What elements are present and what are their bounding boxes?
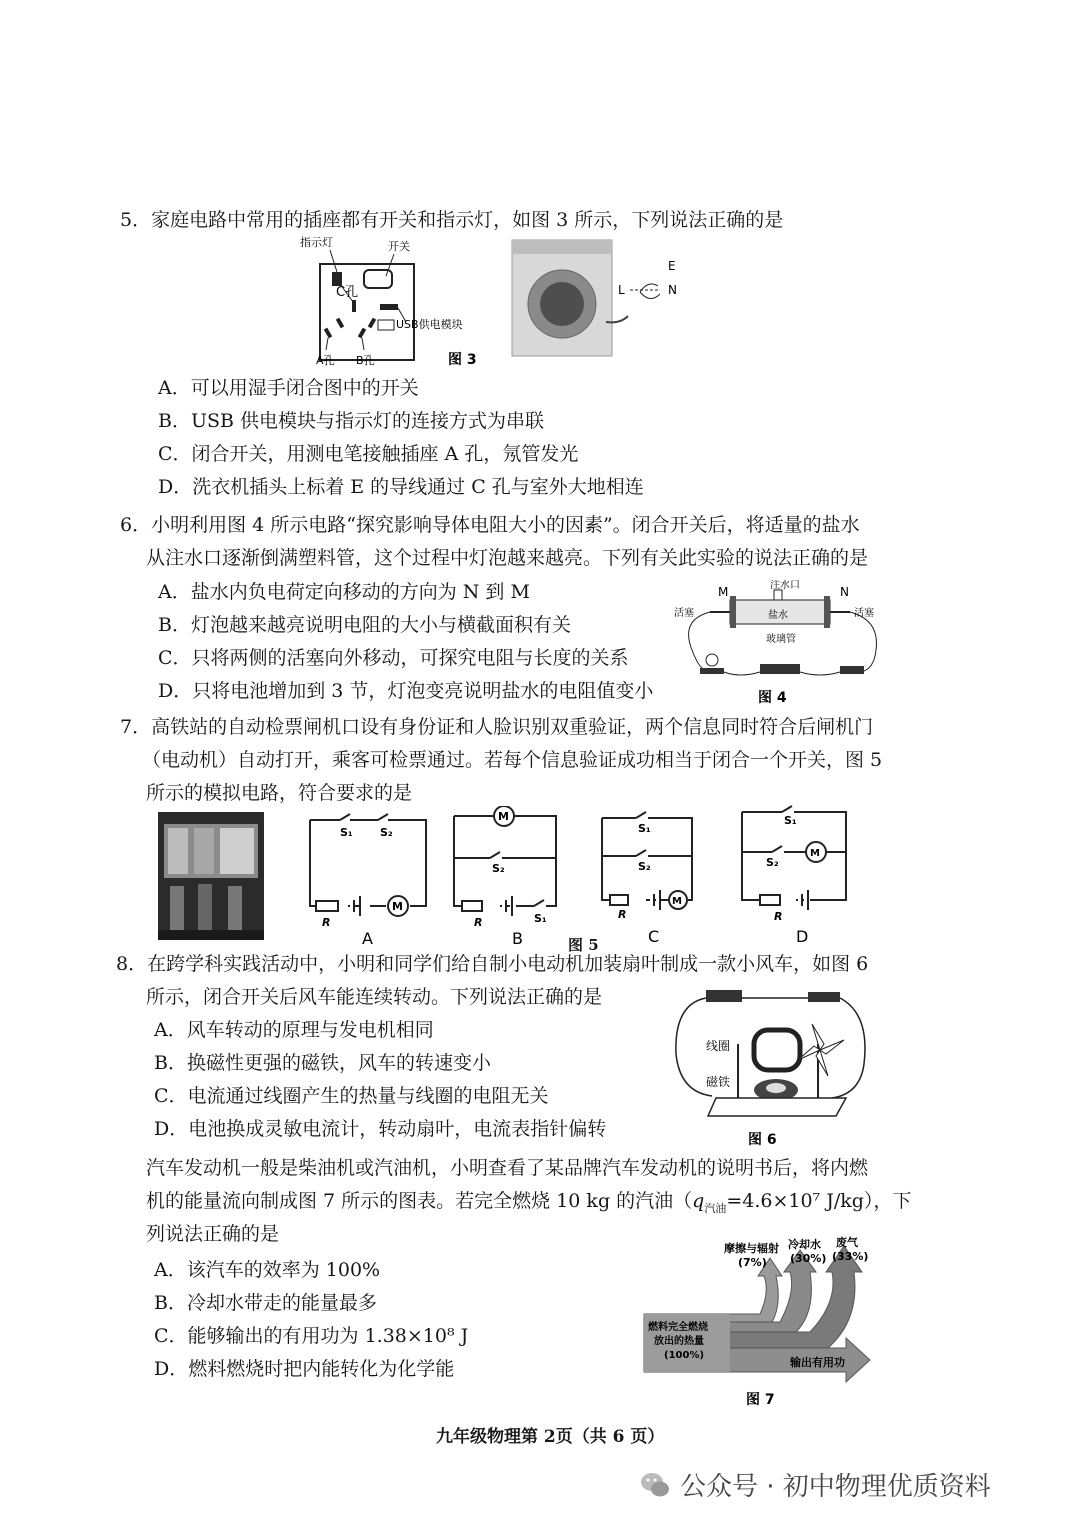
r-label: R — [618, 908, 627, 921]
q6-option-a: A．盐水内负电荷定向移动的方向为 N 到 M — [158, 581, 530, 603]
r-label: R — [474, 916, 483, 929]
label-n: N — [840, 585, 849, 599]
s1-label: S₁ — [638, 822, 651, 835]
piston-right — [824, 596, 830, 628]
figure-7-energy-flow — [640, 1232, 880, 1412]
q5-option-b: B．USB 供电模块与指示灯的连接方式为串联 — [158, 410, 544, 432]
q-symbol: q — [692, 1190, 705, 1212]
label-friction: 摩擦与辐射 — [724, 1242, 779, 1255]
s2-label: S₂ — [766, 856, 779, 869]
socket-switch — [364, 270, 392, 288]
ticket-gate-photo — [158, 812, 264, 940]
label-l: L — [618, 283, 625, 297]
battery — [760, 664, 800, 674]
circuit-b — [450, 806, 570, 948]
label-e: E — [668, 259, 676, 273]
motor-label: M — [392, 900, 403, 913]
label-c-hole: C孔 — [336, 285, 359, 300]
q9-stem-line1: 汽车发动机一般是柴油机或汽油机，小明查看了某品牌汽车发动机的说明书后，将内燃 — [146, 1157, 869, 1179]
q7-stem-line3: 所示的模拟电路，符合要求的是 — [146, 782, 413, 804]
label-fuel-pct: (100%) — [664, 1350, 705, 1361]
figure-3-caption: 图 3 — [448, 352, 477, 368]
q6-stem-line2: 从注水口逐渐倒满塑料管，这个过程中灯泡越来越亮。下列有关此实验的说法正确的是 — [146, 547, 869, 569]
s2-label: S₂ — [380, 826, 393, 839]
figure-5-caption: 图 5 — [568, 936, 599, 954]
page-footer: 九年级物理第 2页（共 6 页） — [436, 1427, 665, 1447]
label-m: M — [718, 585, 729, 599]
q6-option-b: B．灯泡越来越亮说明电阻的大小与横截面积有关 — [158, 614, 571, 636]
s1-label: S₁ — [534, 912, 547, 925]
battery — [706, 990, 742, 1002]
washing-machine-figure — [510, 238, 710, 358]
q8-stem-line1: 8．在跨学科实践活动中，小明和同学们给自制小电动机加装扇叶制成一款小风车，如图 6 — [116, 953, 869, 975]
motor-label: M — [672, 896, 682, 907]
water-inlet — [774, 590, 782, 600]
q8-option-c: C．电流通过线圈产生的热量与线圈的电阻无关 — [154, 1085, 549, 1107]
watermark — [640, 1466, 991, 1503]
motor-label: M — [498, 810, 509, 823]
figure-4-caption: 图 4 — [758, 690, 787, 706]
q9-stem-line2-a: 机的能量流向制成图 7 所示的图表。若完全燃烧 10 kg 的汽油（ — [146, 1190, 693, 1212]
figure-4-salt-tube — [670, 580, 895, 710]
fig4-switch — [840, 666, 864, 674]
label-salt: 盐水 — [768, 610, 788, 621]
q8-option-b: B．换磁性更强的磁铁，风车的转速变小 — [154, 1052, 491, 1074]
r-label: R — [774, 910, 783, 923]
q5-option-c: C．闭合开关，用测电笔接触插座 A 孔，氖管发光 — [158, 443, 579, 465]
circuit-b-label: B — [512, 929, 523, 948]
circuit-c-label: C — [648, 927, 660, 946]
label-cooling-pct: (30%) — [790, 1252, 827, 1265]
q5-option-a: A．可以用湿手闭合图中的开关 — [158, 377, 419, 399]
base-board — [708, 1098, 846, 1116]
label-useful: 输出有用功 — [790, 1356, 845, 1369]
circuit-a-label: A — [362, 929, 373, 948]
piston-left — [730, 596, 736, 628]
label-n: N — [668, 283, 677, 297]
q7-stem-line2: （电动机）自动打开，乘客可检票通过。若每个信息验证成功相当于闭合一个开关，图 5 — [142, 749, 883, 771]
label-indicator: 指示灯 — [300, 236, 333, 249]
label-exhaust: 废气 — [836, 1236, 858, 1249]
q5-option-d: D．洗衣机插头上标着 E 的导线通过 C 孔与室外大地相连 — [158, 476, 644, 498]
circuit-d-label: D — [796, 927, 809, 946]
circuit-d — [738, 804, 858, 948]
q9-option-b: B．冷却水带走的能量最多 — [154, 1292, 377, 1314]
b-hole — [358, 328, 366, 339]
label-exhaust-pct: (33%) — [832, 1250, 869, 1263]
s2-label: S₂ — [638, 860, 651, 873]
q6-option-c: C．只将两侧的活塞向外移动，可探究电阻与长度的关系 — [158, 647, 629, 669]
q7-stem-line1: 7．高铁站的自动检票闸机口设有身份证和人脸识别双重验证，两个信息同时符合后闸机门 — [120, 716, 874, 738]
label-inlet: 注水口 — [770, 580, 800, 591]
q6-stem-line1: 6．小明利用图 4 所示电路“探究影响导体电阻大小的因素”。闭合开关后，将适量的盐水 — [120, 514, 860, 536]
label-fuel-line2: 放出的热量 — [654, 1336, 704, 1347]
q6-option-d: D．只将电池增加到 3 节，灯泡变亮说明盐水的电阻值变小 — [158, 680, 654, 702]
q9-stem-line2-b: =4.6×10⁷ J/kg），下 — [726, 1190, 912, 1212]
label-a-hole: A孔 — [316, 354, 335, 367]
label-cooling: 冷却水 — [788, 1238, 821, 1251]
circuit-c — [598, 810, 698, 948]
motor-label: M — [810, 848, 820, 859]
q5-stem: 5．家庭电路中常用的插座都有开关和指示灯，如图 3 所示，下列说法正确的是 — [120, 209, 784, 231]
s2-label: S₂ — [492, 862, 505, 875]
fig6-switch — [808, 992, 840, 1002]
label-glass: 玻璃管 — [766, 634, 796, 645]
figure-6-windmill — [672, 984, 872, 1156]
q9-option-c: C．能够输出的有用功为 1.38×10⁸ J — [154, 1325, 469, 1347]
q8-option-d: D．电池换成灵敏电流计，转动扇叶，电流表指针偏转 — [154, 1118, 607, 1140]
a-hole — [324, 328, 332, 339]
figure-3-socket — [290, 232, 490, 374]
label-usb: USB供电模块 — [396, 318, 463, 331]
q9-option-d: D．燃料燃烧时把内能转化为化学能 — [154, 1358, 455, 1380]
bulb — [706, 654, 718, 666]
wechat-icon — [640, 1471, 670, 1499]
fan-blades — [798, 1024, 844, 1076]
label-fuel-line1: 燃料完全燃烧 — [648, 1322, 708, 1333]
q8-stem-line2: 所示，闭合开关后风车能连续转动。下列说法正确的是 — [146, 986, 603, 1008]
r-label: R — [322, 916, 331, 929]
s1-label: S₁ — [784, 814, 797, 827]
q-subscript: 汽油 — [704, 1201, 727, 1215]
q8-option-a: A．风车转动的原理与发电机相同 — [154, 1019, 434, 1041]
label-friction-pct: (7%) — [738, 1256, 767, 1269]
s1-label: S₁ — [340, 826, 353, 839]
coil — [754, 1030, 800, 1070]
usb-module — [380, 304, 398, 310]
label-piston-right: 活塞 — [854, 608, 874, 619]
label-magnet: 磁铁 — [706, 1075, 731, 1089]
label-switch: 开关 — [388, 240, 410, 253]
label-b-hole: B孔 — [356, 354, 375, 367]
label-coil: 线圈 — [706, 1039, 731, 1053]
figure-6-caption: 图 6 — [748, 1132, 777, 1148]
circuit-a — [300, 808, 435, 948]
q9-stem-line3: 列说法正确的是 — [146, 1223, 280, 1245]
label-piston-left: 活塞 — [674, 608, 694, 619]
figure-7-caption: 图 7 — [746, 1392, 775, 1408]
watermark-text: 公众号 · 初中物理优质资料 — [680, 1472, 991, 1502]
q9-option-a: A．该汽车的效率为 100% — [154, 1259, 381, 1281]
